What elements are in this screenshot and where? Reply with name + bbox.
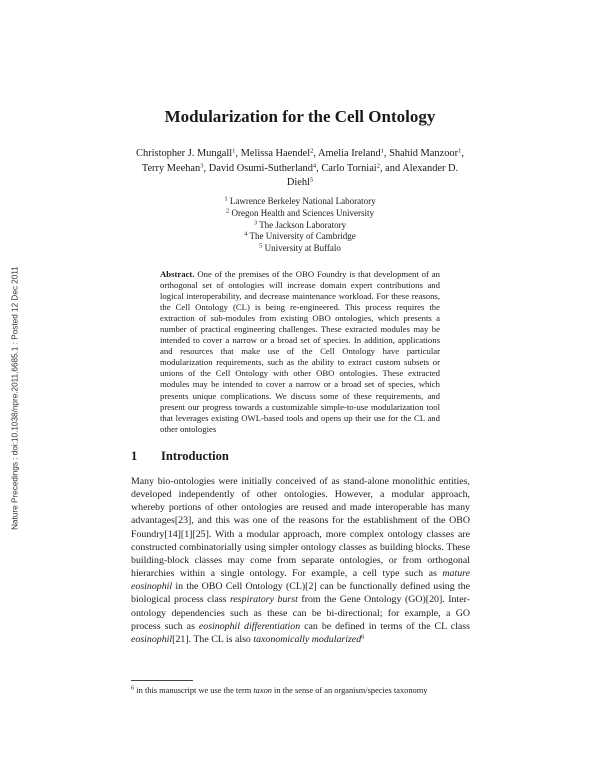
affiliation-list <box>0 196 600 255</box>
section-title: Introduction <box>161 449 229 463</box>
emphasis: respiratory burst <box>229 594 298 606</box>
author: Alexander D. Diehl$^5$ <box>286 162 459 188</box>
affiliation: $^3$ The Jackson Laboratory <box>253 219 347 230</box>
abstract <box>160 269 440 435</box>
author: Christopher J. Mungall$^1$ <box>136 147 236 159</box>
author: Amelia Ireland$^1$ <box>318 147 384 159</box>
emphasis: mature eosinophil <box>131 568 470 593</box>
footnote-marker[interactable]: 6 <box>361 633 365 641</box>
footnote-divider <box>131 680 193 681</box>
author: David Osumi-Sutherland$^4$ <box>208 162 317 174</box>
abstract-label: Abstract. <box>160 269 195 279</box>
abstract-text: One of the premises of the OBO Foundry is that development of an orthogonal set of ontologies will increase domain expert contributions and logical interoperability, and decrease maintenance workload. For these reasons, the Cell Ontology (CL) is being re-engineered. This process requires the extraction of sub-modules from existing OBO ontologies, which presents a number of practical engineering challenges. These extracted modules may be intended to cover a narrow or a broad set of species. In addition, applications and resources that make use of the Cell Ontology have particular modularization requirements, such as the ability to extract custom subsets or unions of the Cell Ontology with other OBO ontologies. These extracted modules may be intended to cover a narrow or a broad set of species, which presents unique complications. We discuss some of these requirements, and present our progress towards a customizable simple-to-use modularization tool that leverages existing OWL-based tools and opens up their use for the CL and other ontologies <box>160 269 440 434</box>
author-list: Christopher J. Mungall$^1$, Melissa Haendel$^2$, Amelia Ireland$^1$, Shahid Manzoor$^1$, Terry Meehan$^3$, David Osumi-Sutherland$^4$, Carlo Torniai$^2$, and Alexander D. Diehl$^5$ <box>136 147 464 188</box>
author: Carlo Torniai$^2$ <box>321 162 380 174</box>
author: Melissa Haendel$^2$ <box>240 147 314 159</box>
emphasis: eosinophil differentiation <box>198 620 301 632</box>
emphasis: eosinophil <box>131 633 173 645</box>
repository-stamp: Nature Precedings : doi:10.1038/npre.2011.6685.1 : Posted 12 Dec 2011 <box>10 266 20 530</box>
footnote: $^6$ in this manuscript we use the term taxon in the sense of an organism/species taxonomy <box>131 684 428 695</box>
affiliation: $^1$ Lawrence Berkeley National Laboratory <box>224 195 376 206</box>
affiliation: $^4$ The University of Cambridge <box>244 230 356 242</box>
author: Terry Meehan$^3$ <box>141 162 204 174</box>
affiliation: $^5$ University at Buffalo <box>259 242 341 254</box>
author: Shahid Manzoor$^1$ <box>389 147 462 159</box>
affiliation: $^2$ Oregon Health and Sciences University <box>226 207 374 218</box>
paper-title: Modularization for the Cell Ontology <box>164 107 436 126</box>
emphasis: taxonomically modularized <box>253 633 362 645</box>
section-number: 1 <box>131 449 138 463</box>
introduction-paragraph: Many bio-ontologies were initially conceived of as stand-alone monolithic entities, developed independently of other ontologies. However, a modular approach, whereby portions of other ontologies are reused and made interoperable has many advantages[23], and this was one of the reasons for the establishment of the OBO Foundry[14][1][25]. With a modular approach, more complex ontology classes are constructed combinatorially using simpler ontology classes as building blocks. These building-block classes may come from separate ontologies, or from orthogonal hierarchies within a single ontology. For example, a cell type such as mature eosinophil in the OBO Cell Ontology (CL)[2] can be functionally defined using the biological process class respiratory burst from the Gene Ontology (GO)[20]. Inter-ontology dependencies such as these can be bi-directional; for example, a GO process such as eosinophil differentiation can be defined in terms of the CL class eosinophil[21]. The CL is also taxonomically modularized$^6$ <box>131 476 470 645</box>
section-heading <box>131 449 229 464</box>
